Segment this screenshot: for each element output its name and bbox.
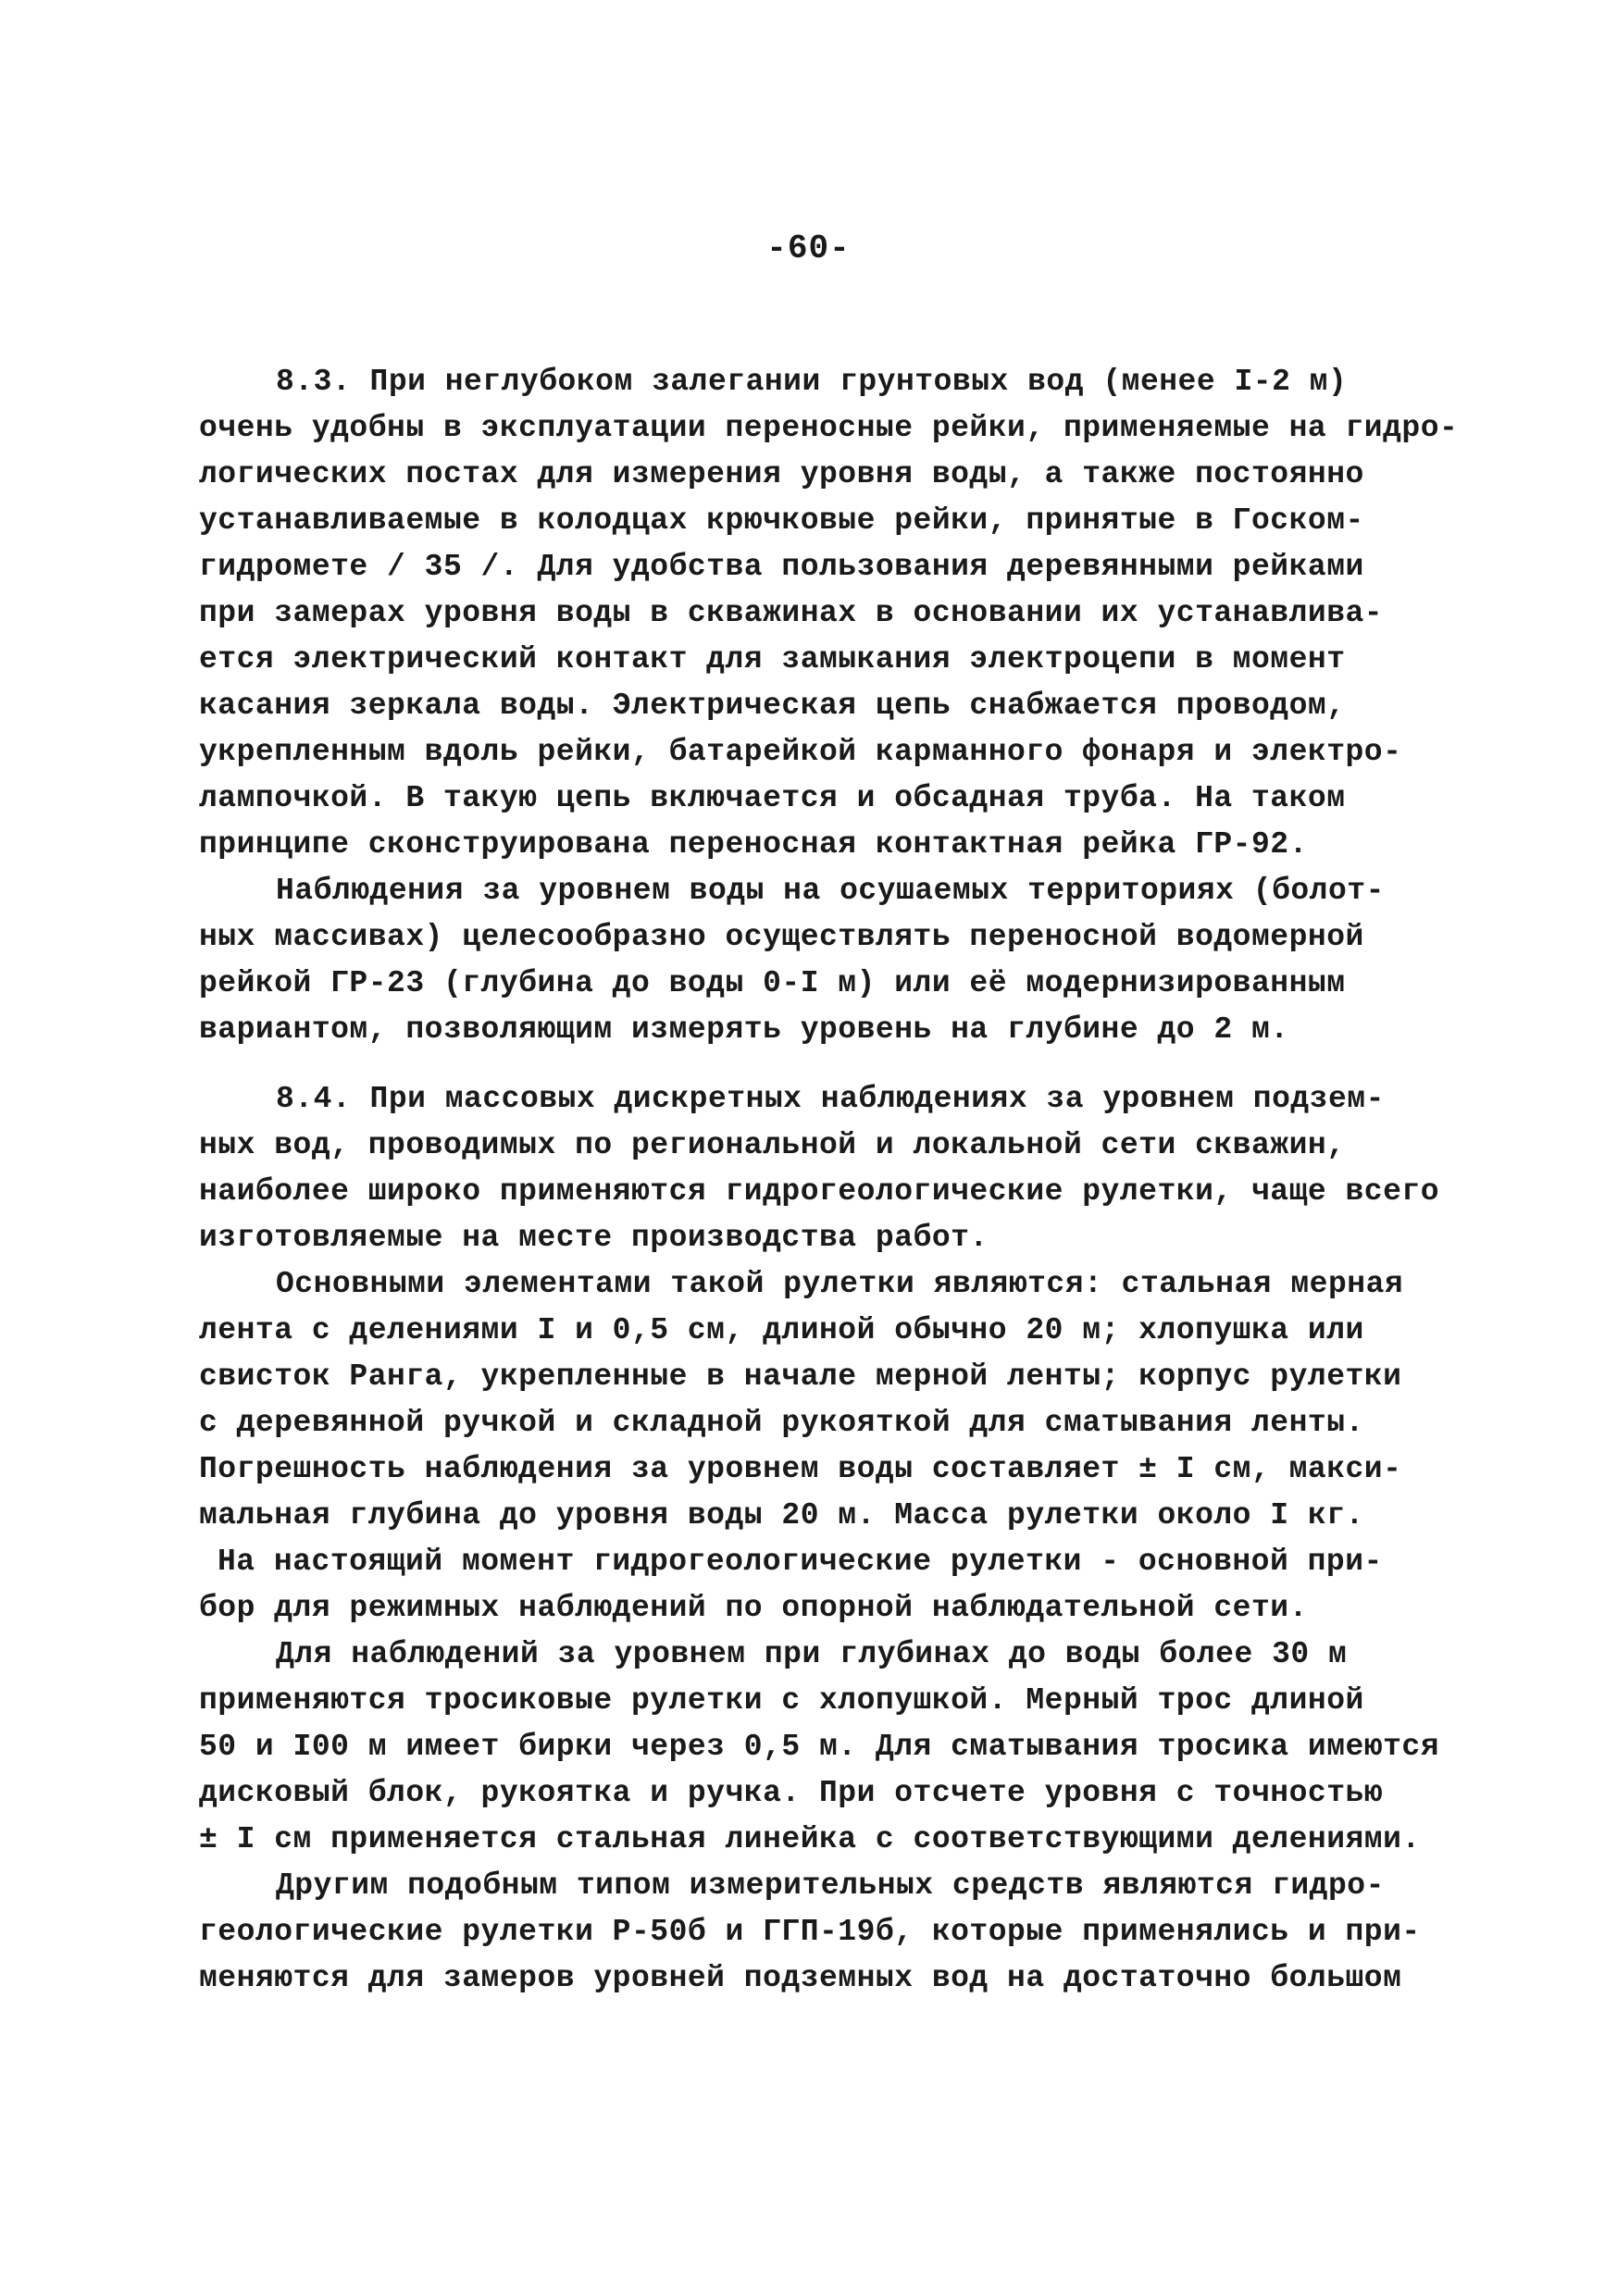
text-line: меняются для замеров уровней подземных вод на достаточно большом [199, 1961, 1402, 1995]
text-line: На настоящий момент гидрогеологические рулетки - основной при- [218, 1545, 1383, 1579]
text-line: дисковый блок, рукоятка и ручка. При отсчете уровня с точностью [199, 1776, 1384, 1810]
text-line: 8.4. При массовых дискретных наблюдениях за уровнем подзем- [276, 1082, 1385, 1116]
text-line: принципе сконструирована переносная контактная рейка ГР-92. [199, 827, 1308, 862]
text-line: изготовляемые на месте производства работ. [199, 1221, 989, 1255]
text-line: Наблюдения за уровнем воды на осушаемых территориях (болот- [276, 874, 1385, 908]
text-line: рейкой ГР-23 (глубина до воды 0-I м) или её модернизированным [199, 966, 1346, 1000]
text-line: бор для режимных наблюдений по опорной наблюдательной сети. [199, 1591, 1308, 1625]
text-line: укрепленным вдоль рейки, батарейкой карманного фонаря и электро- [199, 735, 1402, 769]
text-line: геологические рулетки Р-50б и ГГП-19б, которые применялись и при- [199, 1915, 1421, 1949]
text-line: лампочкой. В такую цепь включается и обсадная труба. На таком [199, 781, 1346, 815]
text-line: Для наблюдений за уровнем при глубинах до воды более 30 м [276, 1637, 1348, 1671]
text-line: логических постах для измерения уровня воды, а также постоянно [199, 457, 1364, 491]
text-line: наиболее широко применяются гидрогеологические рулетки, чаще всего [199, 1174, 1440, 1209]
text-line: Основными элементами такой рулетки являются: стальная мерная [276, 1267, 1404, 1301]
text-line: мальная глубина до уровня воды 20 м. Масса рулетки около I кг. [199, 1498, 1364, 1533]
text-line: очень удобны в эксплуатации переносные рейки, применяемые на гидро- [199, 411, 1459, 445]
text-line: Другим подобным типом измерительных средств являются гидро- [276, 1868, 1385, 1903]
text-line: при замерах уровня воды в скважинах в основании их устанавлива- [199, 596, 1384, 630]
text-line: касания зеркала воды. Электрическая цепь снабжается проводом, [199, 689, 1346, 723]
text-line: ных вод, проводимых по региональной и локальной сети скважин, [199, 1128, 1346, 1162]
text-line: 50 и I00 м имеет бирки через 0,5 м. Для сматывания тросика имеются [199, 1730, 1440, 1764]
text-line: с деревянной ручкой и складной рукояткой для сматывания ленты. [199, 1406, 1364, 1440]
page-number: -60- [766, 230, 851, 267]
text-line: свисток Ранга, укрепленные в начале мерной ленты; корпус рулетки [199, 1359, 1402, 1394]
text-line: ется электрический контакт для замыкания электроцепи в момент [199, 642, 1346, 676]
text-line: Погрешность наблюдения за уровнем воды составляет ± I см, макси- [199, 1452, 1402, 1486]
text-line: применяются тросиковые рулетки с хлопушкой. Мерный трос длиной [199, 1683, 1364, 1718]
text-line: 8.3. При неглубоком залегании грунтовых вод (менее I-2 м) [276, 365, 1348, 399]
text-line: вариантом, позволяющим измерять уровень на глубине до 2 м. [199, 1012, 1289, 1047]
text-line: ных массивах) целесообразно осуществлять переносной водомерной [199, 920, 1364, 954]
text-line: лента с делениями I и 0,5 см, длиной обычно 20 м; хлопушка или [199, 1313, 1364, 1347]
text-line: ± I см применяется стальная линейка с соответствующими делениями. [199, 1822, 1421, 1856]
text-line: гидромете / 35 /. Для удобства пользования деревянными рейками [199, 550, 1364, 584]
text-line: устанавливаемые в колодцах крючковые рейки, принятые в Госком- [199, 503, 1364, 538]
